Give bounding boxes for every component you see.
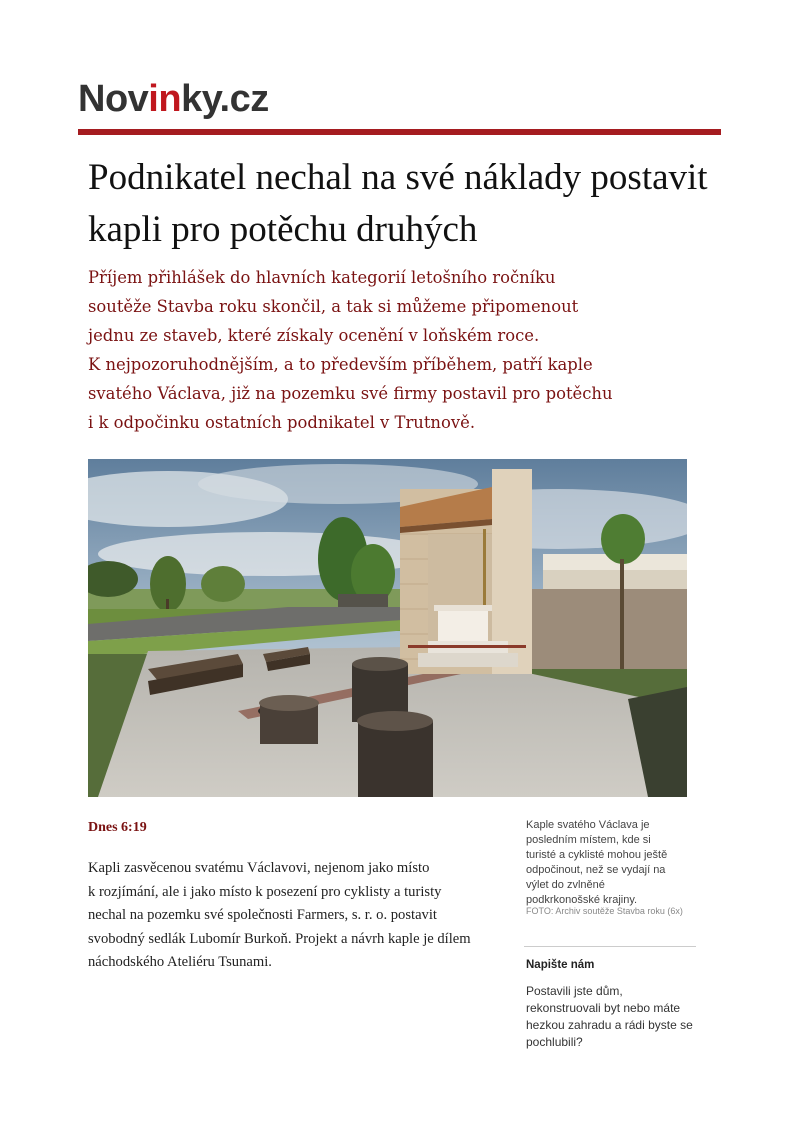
caption-line: výlet do zvlněné xyxy=(526,879,605,891)
article-body xyxy=(88,857,518,975)
lead-line: Příjem přihlášek do hlavních kategorií letošního ročníku xyxy=(88,268,556,287)
article-date: Dnes 6:19 xyxy=(88,820,147,835)
caption-line: odpočinout, než se vydají na xyxy=(526,864,666,876)
lead-line: jednu ze staveb, které získaly ocenění v loňském roce. xyxy=(88,326,540,345)
sidebar-text-line: rekonstruovali byt nebo máte xyxy=(526,1001,681,1015)
caption-line: posledním místem, kde si xyxy=(526,834,651,846)
body-line: nechal na pozemku své společnosti Farmers, s. r. o. postavit xyxy=(88,907,437,923)
logo-text-start: Nov xyxy=(78,78,149,120)
header-rule xyxy=(78,129,721,135)
sidebar-text-line: hezkou zahradu a rádi byste se xyxy=(526,1018,693,1032)
photo-caption xyxy=(526,818,701,908)
article-title: Podnikatel nechal na své náklady postavit kapli pro potěchu druhých xyxy=(88,157,708,250)
caption-line: podkrkonošské krajiny. xyxy=(526,894,638,906)
site-logo[interactable] xyxy=(78,78,269,121)
lead-line: soutěže Stavba roku skončil, a tak si můžeme připomenout xyxy=(88,297,579,316)
sidebar-text-line: pochlubili? xyxy=(526,1035,583,1049)
body-line: Kapli zasvěcenou svatému Václavovi, nejenom jako místo xyxy=(88,860,430,876)
body-line: svobodný sedlák Lubomír Burkoň. Projekt a návrh kaple je dílem xyxy=(88,930,471,947)
lead-line: K nejpozoruhodnějším, a to především příběhem, patří kaple xyxy=(88,355,593,374)
caption-line: turisté a cyklisté mohou ještě xyxy=(526,849,668,861)
body-line: k rozjímání, ale i jako místo k posezení pro cyklisty a turisty xyxy=(88,883,442,900)
sidebar-text xyxy=(526,983,701,1051)
logo-text-end: ky.cz xyxy=(181,78,269,120)
lead-line: svatého Václava, již na pozemku své firmy postavil pro potěchu xyxy=(88,384,613,403)
photo-credit: FOTO: Archiv soutěže Stavba roku (6x) xyxy=(526,906,683,916)
logo-text-accent: in xyxy=(148,78,182,120)
body-line: náchodského Ateliéru Tsunami. xyxy=(88,954,272,970)
caption-line: Kaple svatého Václava je xyxy=(526,819,650,831)
sidebar-title[interactable]: Napište nám xyxy=(526,959,595,971)
chapel-photo[interactable] xyxy=(88,459,687,797)
article-lead xyxy=(88,263,708,437)
sidebar-divider xyxy=(524,946,696,947)
lead-line: i k odpočinku ostatních podnikatel v Trutnově. xyxy=(88,413,476,432)
sidebar-text-line: Postavili jste dům, xyxy=(526,984,623,998)
